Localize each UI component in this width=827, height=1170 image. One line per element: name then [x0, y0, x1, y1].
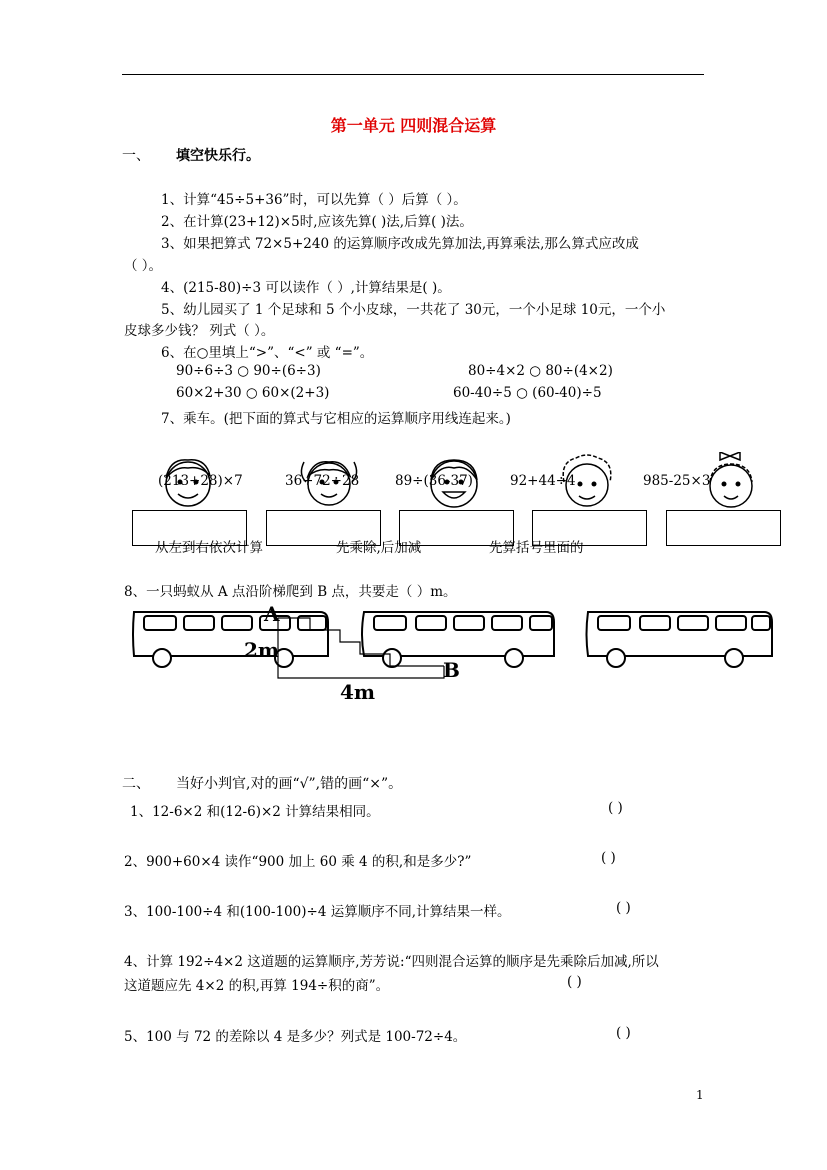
judge-item-3: 3、100-100÷4 和(100-100)÷4 运算顺序不同,计算结果一样。 [124, 904, 511, 920]
judge-paren-1[interactable]: ( ) [608, 800, 623, 816]
expression-1: (213+28)×7 [158, 473, 243, 489]
section1-heading: 填空快乐行。 [176, 148, 260, 164]
judge-item-4-line2: 这道题应先 4×2 的积,再算 194÷积的商”。 [124, 978, 390, 994]
point-a-label: A [264, 602, 280, 626]
question-2: 2、在计算(23+12)×5时,应该先算( )法,后算( )法。 [161, 214, 473, 230]
question-7: 7、乘车。(把下面的算式与它相应的运算顺序用线连起来。) [161, 411, 511, 427]
judge-item-2: 2、900+60×4 读作“900 加上 60 乘 4 的积,和是多少?” [124, 854, 472, 870]
question-8: 8、一只蚂蚁从 A 点沿阶梯爬到 B 点，共要走（ ）m。 [124, 584, 457, 600]
order-label-2: 先乘除,后加减 [336, 540, 422, 556]
section2-heading: 当好小判官,对的画“√”,错的画“×”。 [176, 776, 403, 792]
judge-item-5: 5、100 与 72 的差除以 4 是多少？列式是 100-72÷4。 [124, 1029, 467, 1045]
judge-paren-4[interactable]: ( ) [567, 974, 582, 990]
point-b-label: B [443, 658, 460, 682]
judge-paren-2[interactable]: ( ) [601, 850, 616, 866]
header-rule [122, 74, 704, 75]
width-label: 4m [340, 680, 376, 704]
question-5-line1: 5、幼儿园买了 1 个足球和 5 个小皮球，一共花了 30元，一个小足球 10元，一个小 [161, 302, 666, 318]
question-3-line1: 3、如果把算式 72×5+240 的运算顺序改成先算加法,再算乘法,那么算式应改成 [161, 236, 639, 252]
expression-5: 985-25×3 [643, 473, 711, 489]
answer-box[interactable] [666, 510, 781, 546]
section2-number: 二、 [122, 776, 150, 792]
compare-item: 60-40÷5 ○ (60-40)÷5 [453, 385, 602, 401]
bus-icon [584, 604, 784, 674]
judge-item-1: 1、12-6×2 和(12-6)×2 计算结果相同。 [130, 804, 380, 820]
compare-item: 60×2+30 ○ 60×(2+3) [176, 385, 330, 401]
expression-4: 92+44÷4 [510, 473, 576, 489]
page-title: 第一单元 四则混合运算 [330, 116, 497, 135]
order-label-1: 从左到右依次计算 [155, 540, 263, 556]
question-1: 1、计算“45÷5+36”时，可以先算（ ）后算（ ）。 [161, 192, 467, 208]
question-4: 4、(215-80)÷3 可以读作（ ）,计算结果是( )。 [161, 280, 451, 296]
question-5-line2: 皮球多少钱？ 列式（ ）。 [124, 323, 275, 339]
expression-2: 36+72÷28 [285, 473, 360, 489]
compare-item: 80÷4×2 ○ 80÷(4×2) [468, 363, 613, 379]
page-number: 1 [696, 1088, 704, 1102]
compare-item: 90÷6÷3 ○ 90÷(6÷3) [176, 363, 321, 379]
question-3-line2: （ ）。 [124, 258, 163, 274]
judge-paren-3[interactable]: ( ) [616, 900, 631, 916]
expression-3: 89÷(36-37) [395, 473, 473, 489]
order-label-3: 先算括号里面的 [489, 540, 584, 556]
section1-number: 一、 [122, 148, 150, 164]
judge-item-4: 4、计算 192÷4×2 这道题的运算顺序,芳芳说:“四则混合运算的顺序是先乘除后加减,所以 [124, 954, 659, 970]
judge-paren-5[interactable]: ( ) [616, 1025, 631, 1041]
question-6: 6、在○里填上“>”、“<” 或 “=”。 [161, 345, 374, 361]
height-label: 2m [244, 638, 280, 662]
